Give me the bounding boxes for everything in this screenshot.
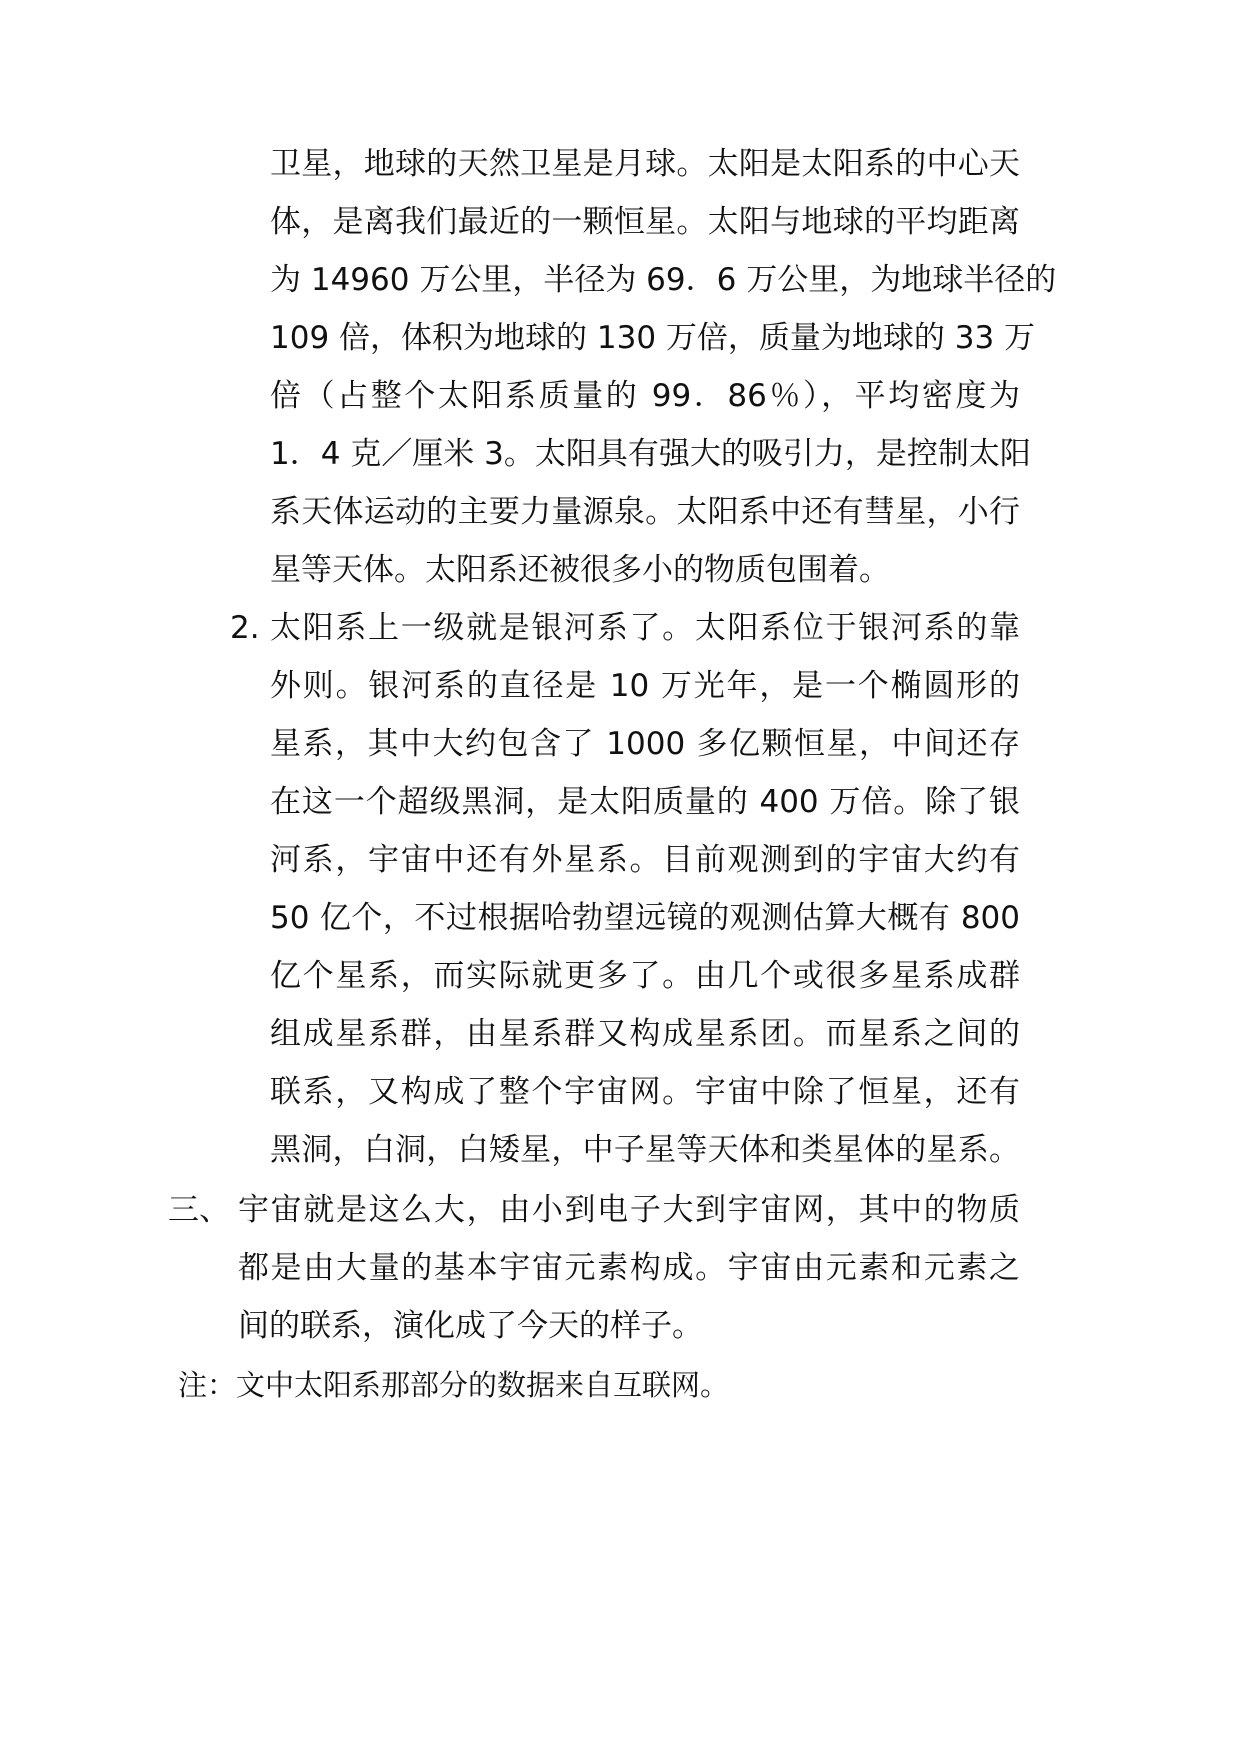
paragraph-line: 为 14960 万公里，半径为 69．6 万公里，为地球半径的 xyxy=(270,262,1057,298)
paragraph-line: 星系，其中大约包含了 1000 多亿颗恒星，中间还存 xyxy=(270,726,1020,762)
paragraph-line: 星等天体。太阳系还被很多小的物质包围着。 xyxy=(270,552,890,588)
paragraph-line: 间的联系，演化成了今天的样子。 xyxy=(238,1308,703,1344)
paragraph-line: 卫星，地球的天然卫星是月球。太阳是太阳系的中心天 xyxy=(270,146,1020,182)
footnote: 注：文中太阳系那部分的数据来自互联网。 xyxy=(178,1368,730,1402)
paragraph-line: 亿个星系，而实际就更多了。由几个或很多星系成群 xyxy=(270,958,1020,994)
paragraph-line: 宇宙就是这么大，由小到电子大到宇宙网，其中的物质 xyxy=(238,1192,1020,1228)
paragraph-line: 倍（占整个太阳系质量的 99．86％），平均密度为 xyxy=(270,378,1020,414)
paragraph-line: 109 倍，体积为地球的 130 万倍，质量为地球的 33 万 xyxy=(270,320,1036,356)
paragraph-line: 黑洞，白洞，白矮星，中子星等天体和类星体的星系。 xyxy=(270,1132,1020,1168)
paragraph-line: 1．4 克／厘米 3。太阳具有强大的吸引力，是控制太阳 xyxy=(270,436,1031,472)
paragraph-line: 河系，宇宙中还有外星系。目前观测到的宇宙大约有 xyxy=(270,842,1020,878)
paragraph-line: 都是由大量的基本宇宙元素构成。宇宙由元素和元素之 xyxy=(238,1250,1020,1286)
paragraph-line: 体，是离我们最近的一颗恒星。太阳与地球的平均距离 xyxy=(270,204,1020,240)
paragraph-line: 联系，又构成了整个宇宙网。宇宙中除了恒星，还有 xyxy=(270,1074,1020,1110)
paragraph-line: 太阳系上一级就是银河系了。太阳系位于银河系的靠 xyxy=(270,610,1020,646)
list-marker: 2. xyxy=(230,610,260,646)
paragraph-line: 外则。银河系的直径是 10 万光年，是一个椭圆形的 xyxy=(270,668,1020,704)
paragraph-line: 系天体运动的主要力量源泉。太阳系中还有彗星，小行 xyxy=(270,494,1020,530)
paragraph-line: 在这一个超级黑洞，是太阳质量的 400 万倍。除了银 xyxy=(270,784,1020,820)
paragraph-line: 50 亿个，不过根据哈勃望远镜的观测估算大概有 800 xyxy=(270,900,1020,936)
section-marker: 三、 xyxy=(168,1192,230,1228)
paragraph-line: 组成星系群，由星系群又构成星系团。而星系之间的 xyxy=(270,1016,1020,1052)
